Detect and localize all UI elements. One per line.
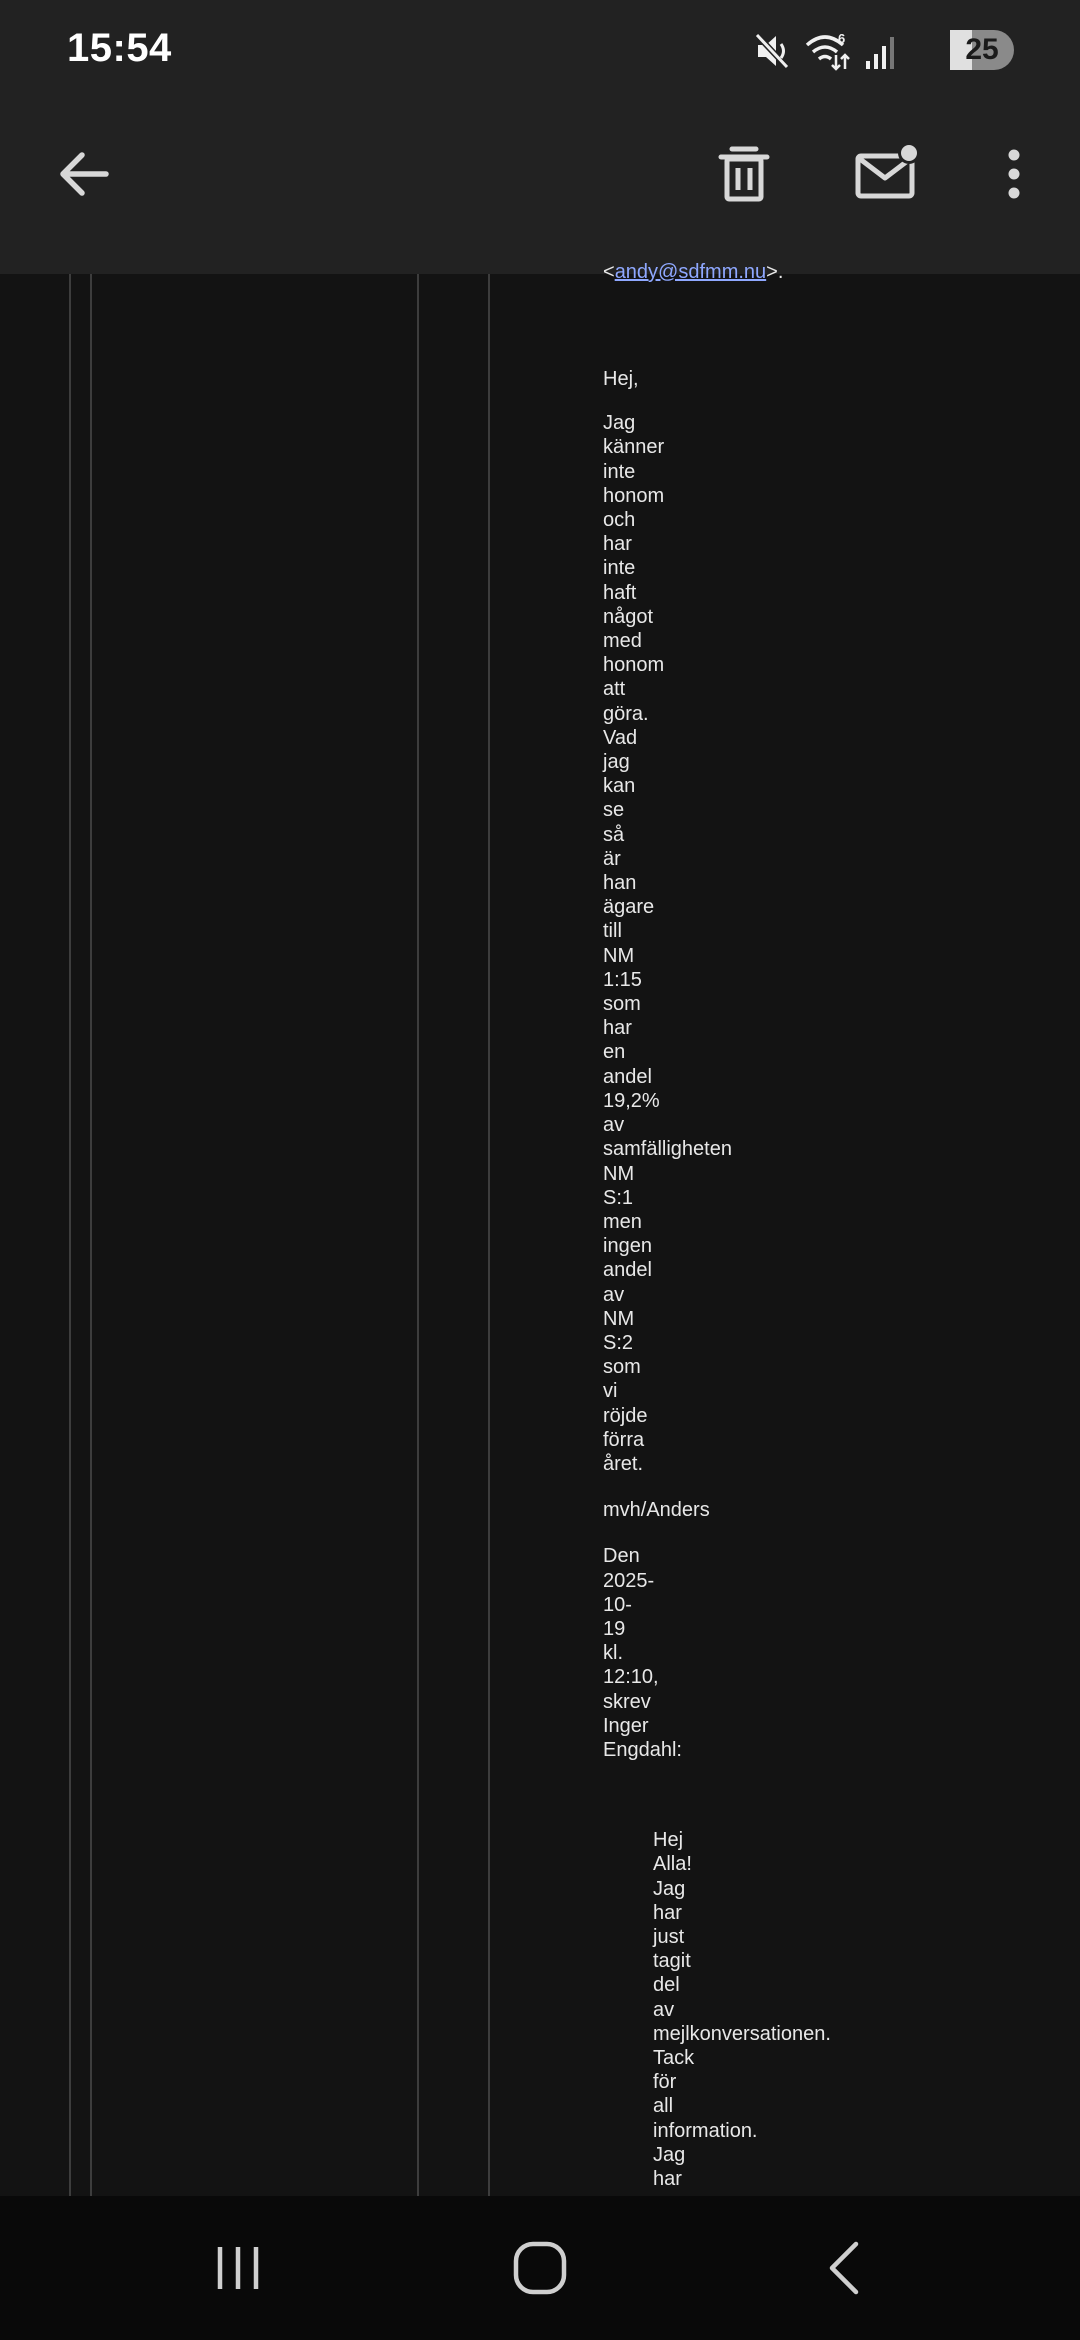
body-word: göra. <box>603 702 649 725</box>
quoted-word: Tack <box>653 2047 695 2069</box>
quoted-word: del <box>653 1974 680 1997</box>
more-vert-icon[interactable] <box>978 138 1050 210</box>
body-word: kan <box>603 775 636 798</box>
quoted-word: Jag <box>653 2143 686 2166</box>
body-word: inte <box>603 557 636 580</box>
body-word: haft <box>603 581 637 604</box>
body-word: jag <box>603 751 630 774</box>
trash-icon[interactable] <box>708 138 780 210</box>
quote-header-word: Engdahl: <box>603 1738 682 1761</box>
back-icon[interactable] <box>804 2232 884 2304</box>
quoted-word: Jag <box>653 1877 686 1900</box>
home-icon[interactable] <box>500 2232 580 2304</box>
signature: mvh/Anders <box>603 1499 710 1522</box>
body-word: men <box>603 1210 642 1233</box>
body-word: med <box>603 630 642 653</box>
status-time: 15:54 <box>67 26 172 70</box>
quote-header-word: skrev <box>603 1690 651 1713</box>
quoted-word: har <box>653 1901 682 1924</box>
quoted-word: Hej <box>653 1829 684 1852</box>
quote-header-word: kl. <box>603 1642 623 1665</box>
quote-border-line <box>90 274 92 2196</box>
body-word: av <box>603 1114 625 1137</box>
battery-level: 25 <box>965 33 999 66</box>
body-word: honom <box>603 654 665 677</box>
body-word: som <box>603 1356 641 1379</box>
quoted-word: av <box>653 1998 675 2021</box>
quoted-word: har <box>653 2168 682 2191</box>
body-word: inte <box>603 460 636 483</box>
wifi-icon <box>804 27 850 75</box>
quoted-word: information. <box>653 2119 758 2142</box>
body-word: så <box>603 823 625 846</box>
quote-border-line <box>417 274 419 2196</box>
body-word: Jag <box>603 412 636 435</box>
mark-unread-icon[interactable] <box>852 138 924 210</box>
recent-apps-icon[interactable] <box>198 2232 278 2304</box>
quoted-text <box>653 1828 1023 2191</box>
email-body <box>603 260 1023 2191</box>
back-arrow-icon[interactable] <box>48 138 120 210</box>
quote-header-word: Den <box>603 1545 640 1568</box>
signal-icon <box>864 27 898 75</box>
body-word: har <box>603 533 632 556</box>
quote-header-word: 2025- <box>603 1569 655 1592</box>
quote-header <box>603 1544 1023 1762</box>
body-word: som <box>603 993 641 1016</box>
quote-border-line <box>488 274 490 2196</box>
body-word: NM <box>603 944 635 967</box>
quoted-word: all <box>653 2095 674 2118</box>
body-word: han <box>603 872 637 895</box>
body-word: honom <box>603 484 665 507</box>
sender-email-link[interactable]: andy@sdfmm.nu <box>614 261 767 283</box>
body-word: är <box>603 847 621 870</box>
body-word: samfälligheten <box>603 1138 732 1161</box>
body-word: röjde <box>603 1404 648 1427</box>
status-bar <box>0 0 1080 100</box>
quoted-word: just <box>653 1925 685 1948</box>
body-word: ägare <box>603 896 655 919</box>
body-word: förra <box>603 1428 645 1451</box>
body-word: S:1 <box>603 1186 634 1209</box>
body-word: något <box>603 605 654 628</box>
body-word: av <box>603 1283 625 1306</box>
body-word: året. <box>603 1452 644 1475</box>
quoted-word: Alla! <box>653 1853 692 1876</box>
body-word: S:2 <box>603 1331 634 1354</box>
body-word: andel <box>603 1065 652 1088</box>
body-word: Vad <box>603 726 638 749</box>
quoted-word: tagit <box>653 1950 691 1973</box>
email-content[interactable] <box>0 261 1080 2196</box>
greeting: Hej, <box>603 368 639 390</box>
body-word: NM <box>603 1307 635 1330</box>
body-word: 19,2% <box>603 1089 660 1112</box>
sender-email-line: <andy@sdfmm.nu>. <box>603 261 784 283</box>
body-text <box>603 411 1023 1476</box>
body-word: har <box>603 1017 632 1040</box>
battery-icon <box>950 30 1014 70</box>
body-word: NM <box>603 1162 635 1185</box>
mute-icon <box>754 27 794 75</box>
status-icons <box>754 27 1014 75</box>
body-word: ingen <box>603 1235 652 1258</box>
quoted-word: för <box>653 2071 677 2094</box>
body-word: att <box>603 678 626 701</box>
navigation-bar <box>0 2196 1080 2340</box>
quote-border-line <box>69 274 71 2196</box>
quote-header-word: 12:10, <box>603 1666 659 1689</box>
svg-text:6: 6 <box>838 31 846 46</box>
quote-header-word: 19 <box>603 1617 626 1640</box>
body-word: vi <box>603 1380 618 1403</box>
body-word: till <box>603 920 622 943</box>
body-word: känner <box>603 436 665 459</box>
quoted-word: mejlkonversationen. <box>653 2022 831 2045</box>
body-word: 1:15 <box>603 968 642 991</box>
app-bar <box>0 100 1080 274</box>
quote-header-word: Inger <box>603 1714 649 1737</box>
quote-header-word: 10- <box>603 1593 632 1616</box>
body-word: andel <box>603 1259 652 1282</box>
body-word: se <box>603 799 625 822</box>
body-word: och <box>603 509 636 532</box>
body-word: en <box>603 1041 626 1064</box>
